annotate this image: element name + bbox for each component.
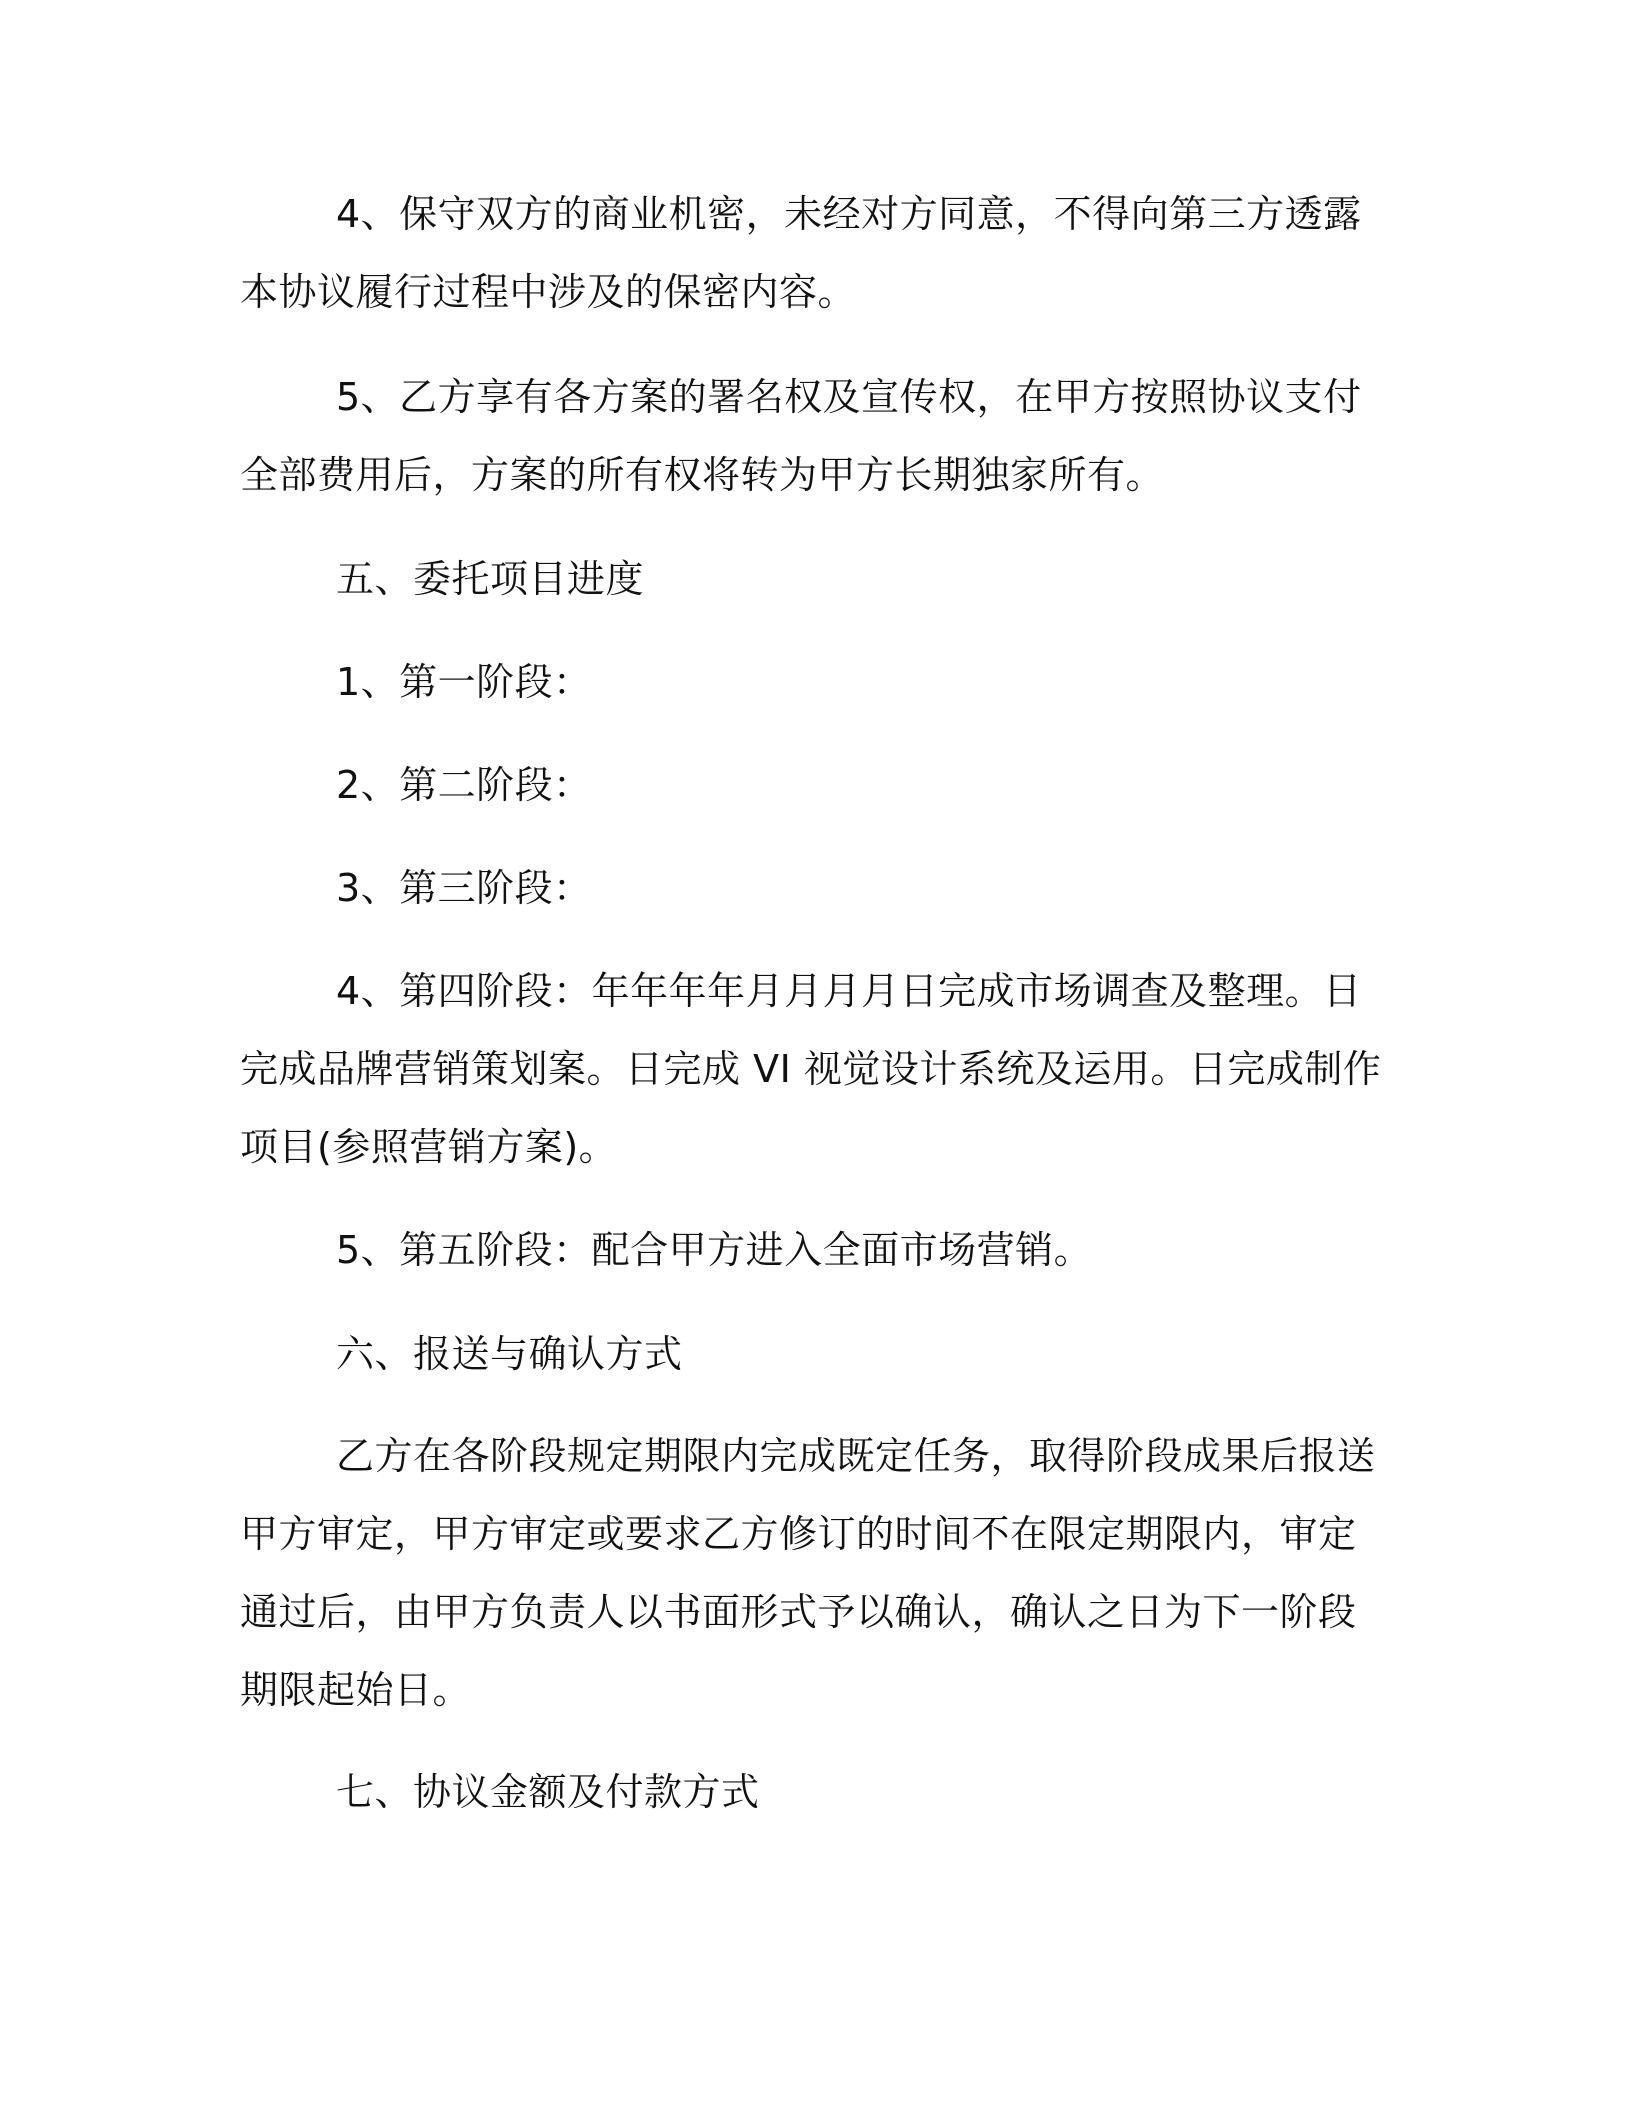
section-heading-progress: 五、委托项目进度 bbox=[336, 557, 645, 601]
stage-two: 2、第二阶段： bbox=[336, 763, 592, 807]
clause-authorship-rights: 5、乙方享有各方案的署名权及宣传权，在甲方按照协议支付全部费用后，方案的所有权将转为甲方长期独家所有。 bbox=[240, 375, 1362, 497]
stage-three: 3、第三阶段： bbox=[336, 866, 592, 910]
section-heading-submission: 六、报送与确认方式 bbox=[336, 1332, 683, 1376]
section-heading-payment: 七、协议金额及付款方式 bbox=[336, 1770, 760, 1814]
stage-four: 4、第四阶段：年年年年月月月月日完成市场调查及整理。日完成品牌营销策划案。日完成 VI 视觉设计系统及运用。日完成制作项目(参照营销方案)。 bbox=[240, 969, 1382, 1169]
clause-submission-confirmation: 乙方在各阶段规定期限内完成既定任务，取得阶段成果后报送甲方审定，甲方审定或要求乙方修订的时间不在限定期限内，审定通过后，由甲方负责人以书面形式予以确认，确认之日为下一阶段期限起始日。 bbox=[240, 1434, 1376, 1712]
stage-one: 1、第一阶段： bbox=[336, 660, 592, 704]
clause-confidentiality: 4、保守双方的商业机密，未经对方同意，不得向第三方透露本协议履行过程中涉及的保密内容。 bbox=[240, 192, 1362, 314]
stage-five: 5、第五阶段：配合甲方进入全面市场营销。 bbox=[336, 1228, 1093, 1272]
